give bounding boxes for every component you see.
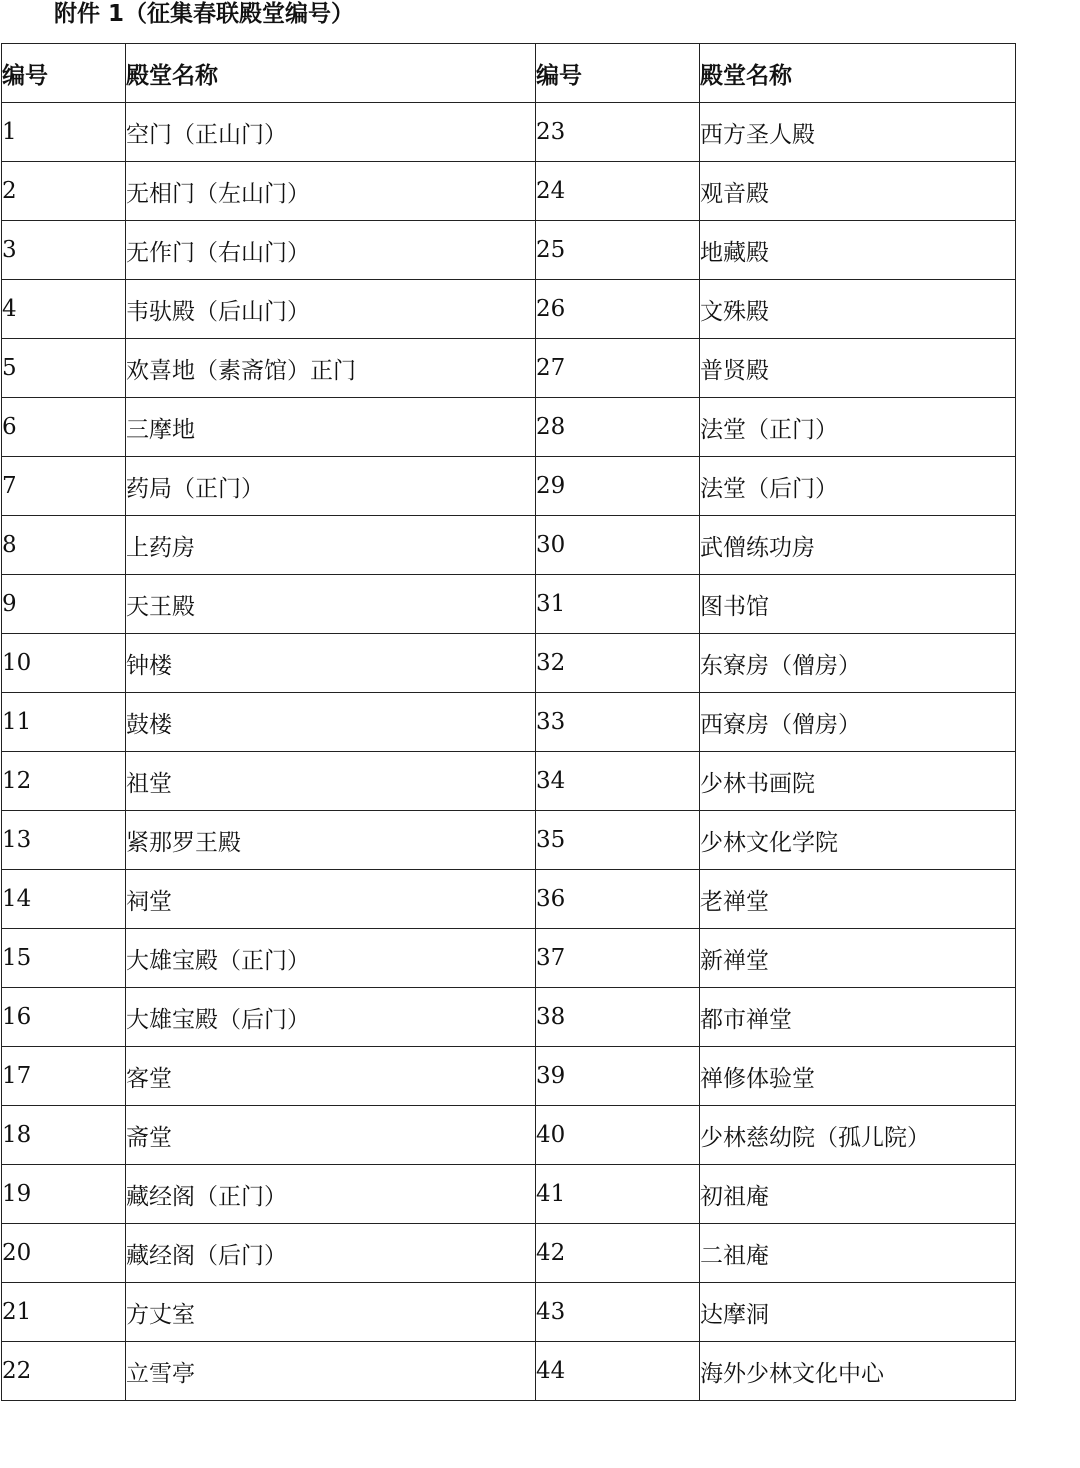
cell-hall-name-right: 地藏殿: [700, 221, 1016, 280]
table-row: [2, 1224, 1016, 1283]
cell-number-right: 29: [536, 457, 700, 516]
table-row: [2, 221, 1016, 280]
cell-number-left: 9: [2, 575, 126, 634]
cell-hall-name-left: 钟楼: [126, 634, 536, 693]
cell-number-left: 14: [2, 870, 126, 929]
table-row: [2, 988, 1016, 1047]
cell-number-left: 7: [2, 457, 126, 516]
table-row: [2, 1283, 1016, 1342]
table-row: [2, 693, 1016, 752]
cell-number-right: 27: [536, 339, 700, 398]
cell-hall-name-right: 海外少林文化中心: [700, 1342, 1016, 1401]
cell-number-left: 5: [2, 339, 126, 398]
cell-hall-name-left: 三摩地: [126, 398, 536, 457]
cell-number-right: 43: [536, 1283, 700, 1342]
cell-number-left: 21: [2, 1283, 126, 1342]
table-row: [2, 280, 1016, 339]
cell-number-left: 10: [2, 634, 126, 693]
cell-number-right: 33: [536, 693, 700, 752]
cell-number-right: 44: [536, 1342, 700, 1401]
cell-hall-name-right: 初祖庵: [700, 1165, 1016, 1224]
cell-number-left: 22: [2, 1342, 126, 1401]
table-row: [2, 162, 1016, 221]
cell-hall-name-right: 武僧练功房: [700, 516, 1016, 575]
cell-number-left: 6: [2, 398, 126, 457]
table-row: [2, 634, 1016, 693]
table-row: [2, 457, 1016, 516]
cell-number-left: 12: [2, 752, 126, 811]
cell-number-right: 41: [536, 1165, 700, 1224]
table-row: [2, 1165, 1016, 1224]
cell-number-left: 15: [2, 929, 126, 988]
cell-number-left: 17: [2, 1047, 126, 1106]
hall-number-table: [1, 43, 1016, 1401]
cell-hall-name-right: 二祖庵: [700, 1224, 1016, 1283]
cell-hall-name-right: 少林书画院: [700, 752, 1016, 811]
cell-number-right: 26: [536, 280, 700, 339]
cell-number-left: 13: [2, 811, 126, 870]
table-row: [2, 752, 1016, 811]
cell-number-right: 32: [536, 634, 700, 693]
cell-hall-name-right: 观音殿: [700, 162, 1016, 221]
cell-hall-name-right: 少林慈幼院（孤儿院）: [700, 1106, 1016, 1165]
table-row: [2, 339, 1016, 398]
table-row: [2, 1342, 1016, 1401]
table-row: [2, 103, 1016, 162]
cell-hall-name-right: 达摩洞: [700, 1283, 1016, 1342]
cell-hall-name-left: 上药房: [126, 516, 536, 575]
cell-hall-name-left: 藏经阁（正门）: [126, 1165, 536, 1224]
cell-number-left: 4: [2, 280, 126, 339]
cell-hall-name-right: 西方圣人殿: [700, 103, 1016, 162]
cell-number-right: 30: [536, 516, 700, 575]
cell-hall-name-left: 空门（正山门）: [126, 103, 536, 162]
header-number-left: 编号: [2, 44, 126, 103]
cell-hall-name-left: 鼓楼: [126, 693, 536, 752]
cell-hall-name-right: 新禅堂: [700, 929, 1016, 988]
cell-number-left: 16: [2, 988, 126, 1047]
cell-number-left: 1: [2, 103, 126, 162]
table-row: [2, 929, 1016, 988]
cell-hall-name-left: 方丈室: [126, 1283, 536, 1342]
cell-hall-name-left: 无作门（右山门）: [126, 221, 536, 280]
cell-hall-name-right: 法堂（后门）: [700, 457, 1016, 516]
cell-number-left: 19: [2, 1165, 126, 1224]
cell-number-right: 40: [536, 1106, 700, 1165]
cell-number-right: 37: [536, 929, 700, 988]
cell-hall-name-left: 紧那罗王殿: [126, 811, 536, 870]
cell-number-right: 25: [536, 221, 700, 280]
cell-hall-name-right: 西寮房（僧房）: [700, 693, 1016, 752]
cell-hall-name-right: 老禅堂: [700, 870, 1016, 929]
header-hall-name-left: 殿堂名称: [126, 44, 536, 103]
document-title: 附件 1（征集春联殿堂编号）: [54, 1, 355, 27]
cell-hall-name-left: 斋堂: [126, 1106, 536, 1165]
cell-number-right: 39: [536, 1047, 700, 1106]
table-body: [2, 103, 1016, 1401]
cell-hall-name-right: 东寮房（僧房）: [700, 634, 1016, 693]
cell-number-left: 11: [2, 693, 126, 752]
cell-number-left: 18: [2, 1106, 126, 1165]
cell-number-right: 34: [536, 752, 700, 811]
cell-number-left: 8: [2, 516, 126, 575]
cell-hall-name-left: 天王殿: [126, 575, 536, 634]
table-row: [2, 1047, 1016, 1106]
header-hall-name-right: 殿堂名称: [700, 44, 1016, 103]
cell-hall-name-left: 药局（正门）: [126, 457, 536, 516]
cell-number-left: 2: [2, 162, 126, 221]
table-row: [2, 575, 1016, 634]
cell-number-right: 31: [536, 575, 700, 634]
cell-number-right: 38: [536, 988, 700, 1047]
cell-hall-name-left: 祖堂: [126, 752, 536, 811]
cell-number-right: 23: [536, 103, 700, 162]
cell-hall-name-left: 韦驮殿（后山门）: [126, 280, 536, 339]
cell-hall-name-left: 欢喜地（素斋馆）正门: [126, 339, 536, 398]
cell-hall-name-right: 文殊殿: [700, 280, 1016, 339]
cell-number-right: 35: [536, 811, 700, 870]
table-row: [2, 1106, 1016, 1165]
cell-hall-name-right: 图书馆: [700, 575, 1016, 634]
cell-hall-name-right: 普贤殿: [700, 339, 1016, 398]
cell-number-right: 36: [536, 870, 700, 929]
cell-number-left: 20: [2, 1224, 126, 1283]
cell-hall-name-left: 客堂: [126, 1047, 536, 1106]
cell-hall-name-left: 无相门（左山门）: [126, 162, 536, 221]
table-row: [2, 811, 1016, 870]
cell-hall-name-left: 藏经阁（后门）: [126, 1224, 536, 1283]
table-row: [2, 398, 1016, 457]
cell-hall-name-left: 祠堂: [126, 870, 536, 929]
cell-number-right: 42: [536, 1224, 700, 1283]
cell-hall-name-left: 大雄宝殿（正门）: [126, 929, 536, 988]
table-row: [2, 870, 1016, 929]
table-row: [2, 516, 1016, 575]
cell-hall-name-left: 立雪亭: [126, 1342, 536, 1401]
table-header-row: [2, 44, 1016, 103]
cell-number-right: 28: [536, 398, 700, 457]
cell-hall-name-right: 法堂（正门）: [700, 398, 1016, 457]
header-number-right: 编号: [536, 44, 700, 103]
cell-number-right: 24: [536, 162, 700, 221]
cell-number-left: 3: [2, 221, 126, 280]
cell-hall-name-left: 大雄宝殿（后门）: [126, 988, 536, 1047]
cell-hall-name-right: 都市禅堂: [700, 988, 1016, 1047]
cell-hall-name-right: 禅修体验堂: [700, 1047, 1016, 1106]
cell-hall-name-right: 少林文化学院: [700, 811, 1016, 870]
